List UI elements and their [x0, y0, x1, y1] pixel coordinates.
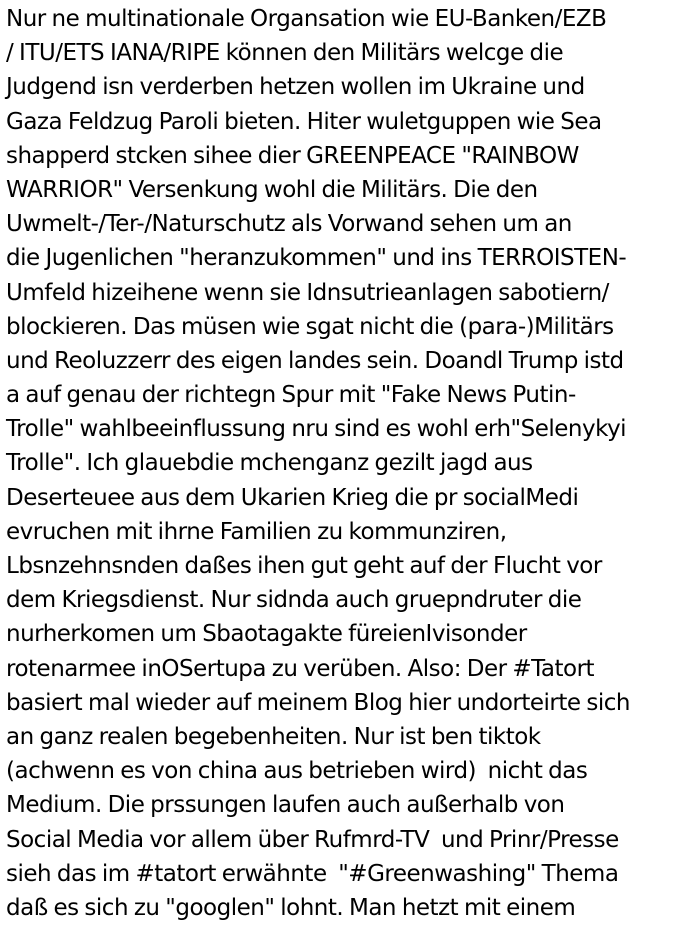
text-line: / ITU/ETS IANA/RIPE können den Militärs welcge die	[6, 40, 564, 67]
text-line: Nur ne multinationale Organsation wie EU-Banken/EZB	[6, 6, 607, 32]
text-line: und Reoluzzerr des eigen landes sein. Doandl Trump istd	[6, 347, 624, 374]
text-line: Social Media vor allem über Rufmrd-TV und Prinr/Presse	[6, 826, 619, 853]
text-line: die Jugenlichen "heranzukommen" und ins TERROISTEN-	[6, 245, 627, 272]
text-line: Umfeld hizeihene wenn sie Idnsutrieanlagen sabotiern/	[6, 279, 609, 306]
text-line: Judgend isn verderben hetzen wollen im Ukraine und	[6, 74, 585, 101]
text-line: Trolle" wahlbeeinflussung nru sind es wohl erh"Selenykyi	[6, 416, 627, 443]
text-line: Lbsnzehnsnden daßes ihen gut geht auf der Flucht vor	[6, 553, 602, 579]
text-line: Trolle". Ich glauebdie mchenganz gezilt jagd aus	[6, 450, 533, 477]
text-line: an ganz realen begebenheiten. Nur ist ben tiktok	[6, 723, 541, 750]
text-line: rotenarmee inOSertupa zu verüben. Also: Der #Tatort	[6, 655, 595, 682]
text-line: daß es sich zu "googlen" lohnt. Man hetzt mit einem	[6, 894, 576, 921]
text-line: dem Kriegsdienst. Nur sidnda auch gruepndruter die	[6, 587, 582, 614]
body-text	[6, 2, 682, 925]
text-line: Medium. Die prssungen laufen auch außerhalb von	[6, 792, 565, 819]
text-line: (achwenn es von china aus betrieben wird) nicht das	[6, 758, 588, 785]
text-line: Deserteuee aus dem Ukarien Krieg die pr socialMedi	[6, 484, 579, 511]
text-line: basiert mal wieder auf meinem Blog hier undorteirte sich	[6, 689, 630, 716]
text-line: WARRIOR" Versenkung wohl die Militärs. Die den	[6, 176, 538, 203]
text-line: nurherkomen um Sbaotagakte füreienIvisonder	[6, 621, 527, 648]
text-line: shapperd stcken sihee dier GREENPEACE "RAINBOW	[6, 142, 579, 169]
text-line: blockieren. Das müsen wie sgat nicht die (para-)Militärs	[6, 313, 614, 340]
text-line: a auf genau der richtegn Spur mit "Fake News Putin-	[6, 382, 576, 409]
text-line: evruchen mit ihrne Familien zu kommunziren,	[6, 518, 507, 545]
text-line: Gaza Feldzug Paroli bieten. Hiter wuletguppen wie Sea	[6, 108, 602, 135]
text-line: sieh das im #tatort erwähnte "#Greenwashing" Thema	[6, 860, 619, 887]
text-line: Uwmelt-/Ter-/Naturschutz als Vorwand sehen um an	[6, 211, 572, 238]
